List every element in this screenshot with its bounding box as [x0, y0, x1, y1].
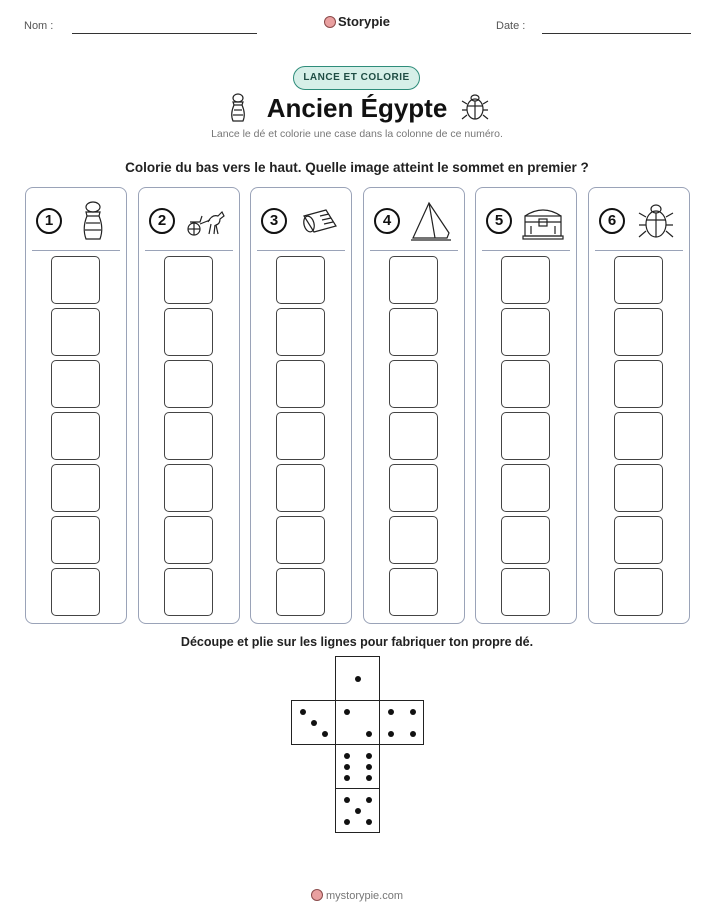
papyrus-scroll-icon	[296, 200, 340, 242]
die-pip	[366, 819, 372, 825]
color-box[interactable]	[389, 516, 438, 564]
scarab-icon	[461, 92, 489, 122]
canopic-jar-icon	[71, 200, 115, 242]
color-box[interactable]	[276, 568, 325, 616]
column-number: 4	[374, 208, 400, 234]
die-pip	[366, 775, 372, 781]
color-box[interactable]	[389, 568, 438, 616]
cut-instruction: Découpe et plie sur les lignes pour fabriquer ton propre dé.	[180, 635, 534, 649]
color-box[interactable]	[164, 360, 213, 408]
color-box[interactable]	[164, 568, 213, 616]
die-pip	[344, 819, 350, 825]
color-box[interactable]	[164, 464, 213, 512]
die-face-1	[335, 700, 380, 745]
die-face-6	[335, 744, 380, 789]
color-box[interactable]	[51, 516, 100, 564]
name-line[interactable]	[72, 33, 257, 34]
color-box[interactable]	[276, 308, 325, 356]
die-pip	[355, 808, 361, 814]
date-label: Date :	[496, 20, 526, 32]
column-3	[250, 187, 352, 624]
storypie-logo-icon	[311, 889, 323, 901]
color-box[interactable]	[276, 360, 325, 408]
column-number: 3	[261, 208, 287, 234]
brand-name: Storypie	[337, 14, 390, 29]
color-box[interactable]	[614, 464, 663, 512]
instruction-text: Colorie du bas vers le haut. Quelle image atteint le sommet en premier ?	[125, 160, 589, 175]
page-title: Ancien Égypte	[266, 93, 448, 123]
column-4	[363, 187, 465, 624]
storypie-logo-icon	[324, 16, 336, 28]
column-number: 5	[486, 208, 512, 234]
column-number: 6	[599, 208, 625, 234]
name-label: Nom :	[24, 20, 54, 32]
die-pip	[388, 709, 394, 715]
color-box[interactable]	[276, 412, 325, 460]
color-box[interactable]	[501, 360, 550, 408]
color-box[interactable]	[614, 256, 663, 304]
die-pip	[410, 731, 416, 737]
pyramid-icon	[409, 200, 453, 242]
color-box[interactable]	[614, 308, 663, 356]
column-number: 1	[36, 208, 62, 234]
color-box[interactable]	[164, 516, 213, 564]
color-box[interactable]	[276, 464, 325, 512]
column-divider	[595, 250, 683, 251]
subtitle: Lance le dé et colorie une case dans la colonne de ce numéro.	[211, 128, 503, 140]
color-box[interactable]	[614, 412, 663, 460]
footer	[0, 889, 714, 902]
die-pip	[311, 720, 317, 726]
die-pip	[366, 753, 372, 759]
chariot-icon	[184, 200, 228, 242]
die-pip	[300, 709, 306, 715]
die-pip	[355, 676, 361, 682]
scarab-icon	[634, 200, 678, 242]
column-divider	[257, 250, 345, 251]
column-1	[25, 187, 127, 624]
column-divider	[32, 250, 120, 251]
color-box[interactable]	[389, 256, 438, 304]
color-box[interactable]	[389, 360, 438, 408]
die-face-3	[291, 700, 336, 745]
color-box[interactable]	[614, 360, 663, 408]
die-pip	[322, 731, 328, 737]
color-box[interactable]	[51, 360, 100, 408]
die-pip	[344, 709, 350, 715]
column-5	[475, 187, 577, 624]
treasure-chest-icon	[521, 200, 565, 242]
color-box[interactable]	[501, 464, 550, 512]
color-box[interactable]	[501, 516, 550, 564]
die-pip	[388, 731, 394, 737]
color-box[interactable]	[51, 568, 100, 616]
color-box[interactable]	[501, 412, 550, 460]
column-number: 2	[149, 208, 175, 234]
color-box[interactable]	[389, 412, 438, 460]
color-box[interactable]	[614, 516, 663, 564]
color-box[interactable]	[614, 568, 663, 616]
color-box[interactable]	[51, 256, 100, 304]
color-box[interactable]	[501, 308, 550, 356]
die-pip	[344, 797, 350, 803]
column-2	[138, 187, 240, 624]
color-box[interactable]	[501, 568, 550, 616]
die-pip	[344, 764, 350, 770]
color-box[interactable]	[51, 464, 100, 512]
color-box[interactable]	[51, 308, 100, 356]
color-box[interactable]	[389, 308, 438, 356]
color-box[interactable]	[164, 256, 213, 304]
die-pip	[366, 797, 372, 803]
die-pip	[344, 775, 350, 781]
color-box[interactable]	[389, 464, 438, 512]
date-line[interactable]	[542, 33, 691, 34]
column-divider	[370, 250, 458, 251]
activity-badge: LANCE ET COLORIE	[293, 66, 420, 90]
brand-logo	[0, 14, 714, 29]
column-6	[588, 187, 690, 624]
color-box[interactable]	[164, 412, 213, 460]
color-box[interactable]	[276, 256, 325, 304]
color-box[interactable]	[501, 256, 550, 304]
color-box[interactable]	[276, 516, 325, 564]
die-pip	[366, 731, 372, 737]
die-face-5	[335, 788, 380, 833]
die-face-4	[379, 700, 424, 745]
footer-url[interactable]: mystorypie.com	[325, 890, 404, 902]
column-divider	[145, 250, 233, 251]
die-pip	[410, 709, 416, 715]
die-face-1	[335, 656, 380, 701]
die-pip	[344, 753, 350, 759]
column-divider	[482, 250, 570, 251]
color-box[interactable]	[51, 412, 100, 460]
color-box[interactable]	[164, 308, 213, 356]
die-pip	[366, 764, 372, 770]
